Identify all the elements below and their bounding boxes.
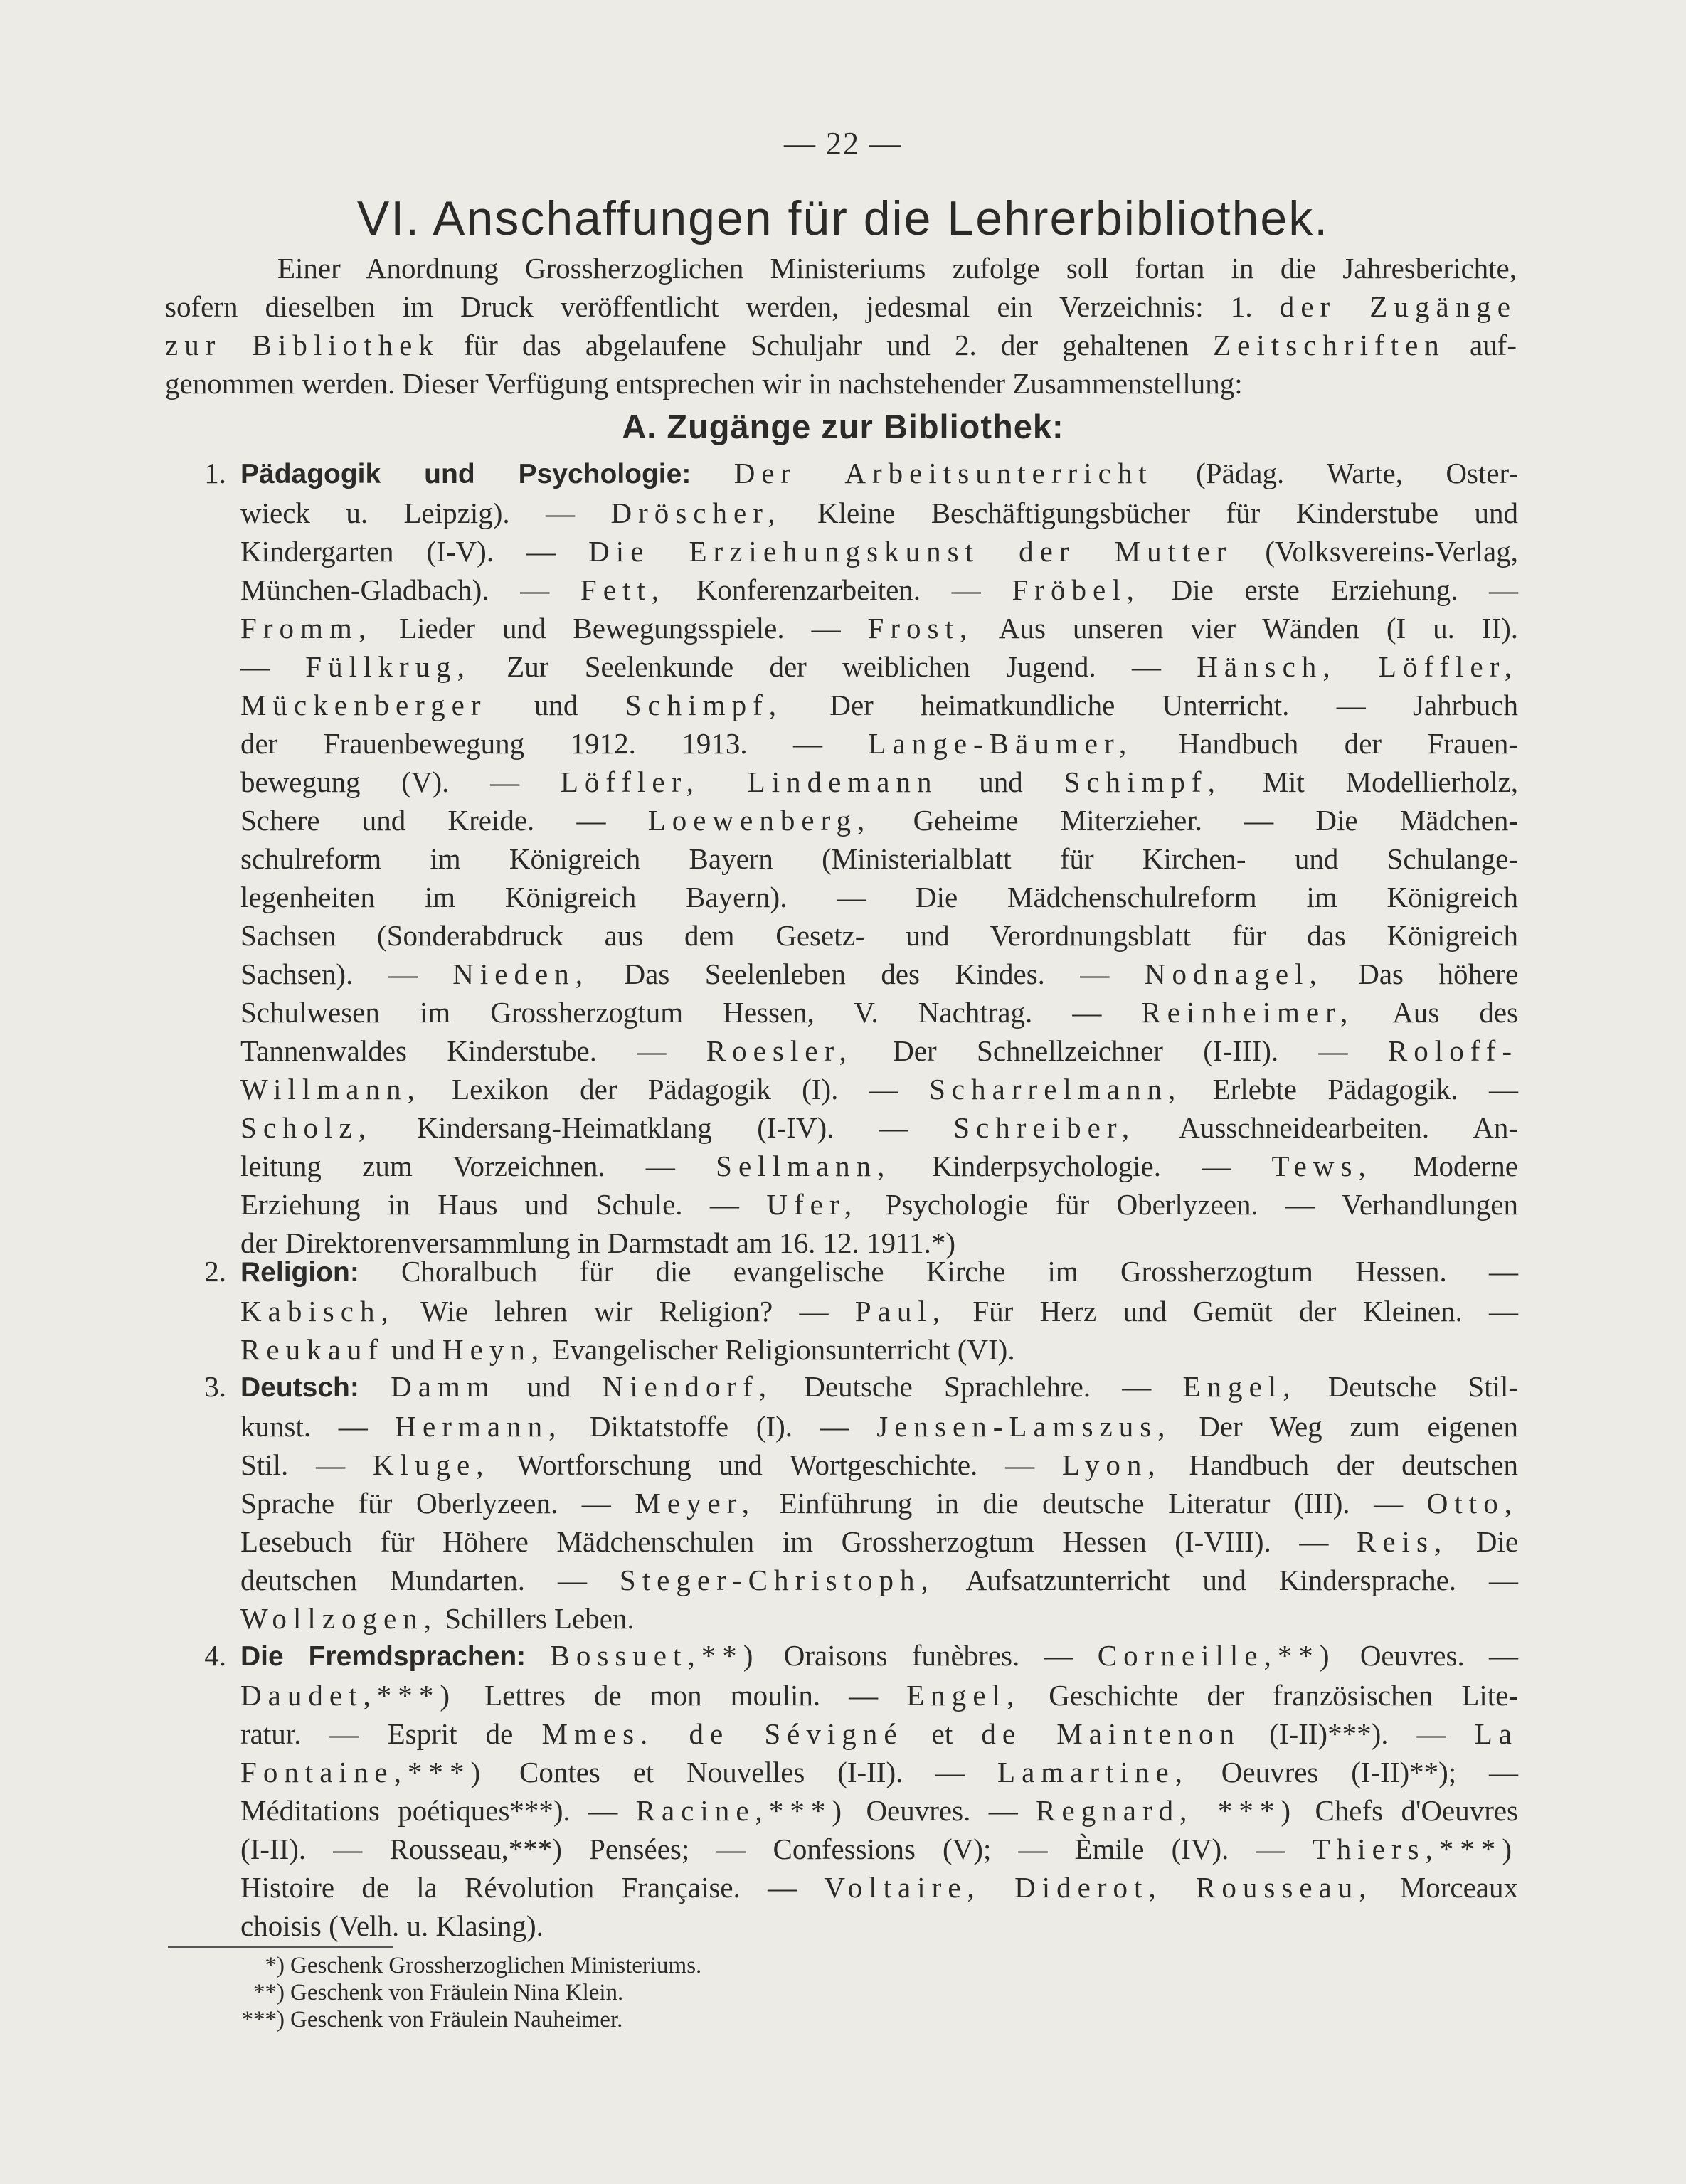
footnote [213,2006,701,2033]
section-line: kunst. — Hermann, Diktatstoffe (I). — Jensen-Lamszus, Der Weg zum eigenen [240,1410,1519,1443]
section-title: VI. Anschaffungen für die Lehrerbibliothek. [356,191,1330,245]
section-line: Tannenwaldes Kinderstube. — Roesler, Der Schnellzeichner (I-III). — Roloff- [240,1034,1519,1067]
page-number: — 22 — [784,126,902,161]
section-line: deutschen Mundarten. — Steger-Christoph, Aufsatzunterricht und Kindersprache. — [240,1564,1518,1596]
intro-line: Einer Anordnung Grossherzoglichen Ministeriums zufolge soll fortan in die Jahresberichte, [277,252,1517,285]
section-line: legenheiten im Königreich Bayern). — Die Mädchenschulreform im Königreich [240,881,1518,913]
section-line: der Frauenbewegung 1912. 1913. — Lange-Bäumer, Handbuch der Frauen- [240,727,1519,760]
section-deutsch [204,1367,1519,1638]
section-line: Sachsen). — Nieden, Das Seelenleben des Kindes. — Nodnagel, Das höhere [240,958,1519,990]
footnote [213,1979,701,2006]
footnote-text: Geschenk von Fräulein Nauheimer. [290,2007,623,2032]
section-line: ratur. — Esprit de Mmes. de Sévigné et de Maintenon (I-II)***). — La [240,1717,1518,1750]
footnote-text: Geschenk Grossherzoglichen Ministeriums. [290,1953,702,1978]
footnote-text: Geschenk von Fräulein Nina Klein. [290,1980,624,2005]
section-line: Schere und Kreide. — Loewenberg, Geheime Miterzieher. — Die Mädchen- [240,804,1519,837]
footnotes [213,1952,701,2033]
section-paedagogik [204,454,1519,1262]
footnote-mark: **) [253,1980,285,2005]
footnote-mark: *) [265,1953,285,1978]
section-line: Kabisch, Wie lehren wir Religion? — Paul, Für Herz und Gemüt der Kleinen. — [240,1295,1519,1327]
section-line: — Füllkrug, Zur Seelenkunde der weiblichen Jugend. — Hänsch, Löffler, [240,650,1519,683]
section-number: 3. [204,1370,226,1403]
section-line: Schulwesen im Grossherzogtum Hessen, V. Nachtrag. — Reinheimer, Aus des [240,996,1518,1029]
section-line: Die Fremdsprachen: Bossuet,**) Oraisons funèbres. — Corneille,**) Oeuvres. — [240,1639,1518,1672]
section-line: Sachsen (Sonderabdruck aus dem Gesetz- und Verordnungsblatt für das Königreich [240,919,1518,952]
section-line: Stil. — Kluge, Wortforschung und Wortgeschichte. — Lyon, Handbuch der deutschen [240,1448,1519,1481]
section-line: Histoire de la Révolution Française. — Voltaire, Diderot, Rousseau, Morceaux [240,1871,1518,1904]
section-line: leitung zum Vorzeichnen. — Sellmann, Kinderpsychologie. — Tews, Moderne [240,1150,1518,1182]
section-line: Pädagogik und Psychologie: Der Arbeitsunterricht (Pädag. Warte, Oster- [240,457,1519,489]
section-number: 4. [204,1639,226,1672]
section-line: Kindergarten (I-V). — Die Erziehungskunst der Mutter (Volksvereins-Verlag, [240,535,1518,568]
footnote [213,1952,701,1979]
section-heading: Pädagogik und Psychologie: [240,459,691,489]
section-line: Lesebuch für Höhere Mädchenschulen im Grossherzogtum Hessen (I-VIII). — Reis, Die [240,1525,1519,1558]
footnote-mark: ***) [241,2007,285,2032]
section-line: Wollzogen, Schillers Leben. [240,1602,635,1635]
section-line: Willmann, Lexikon der Pädagogik (I). — Scharrelmann, Erlebte Pädagogik. — [240,1073,1519,1106]
section-line: der Direktorenversammlung in Darmstadt am 16. 12. 1911.*) [240,1226,956,1259]
section-religion [204,1252,1519,1369]
intro-line: zur Bibliothek für das abgelaufene Schuljahr und 2. der gehaltenen Zeitschriften auf- [165,329,1517,361]
section-line: Daudet,***) Lettres de mon moulin. — Engel, Geschichte der französischen Lite- [240,1679,1519,1712]
section-line: choisis (Velh. u. Klasing). [240,1909,544,1942]
subheading: A. Zugänge zur Bibliothek: [622,408,1064,445]
section-heading: Religion: [240,1257,359,1288]
section-line: Fromm, Lieder und Bewegungsspiele. — Frost, Aus unseren vier Wänden (I u. II). [240,612,1519,645]
section-line: Reukauf und Heyn, Evangelischer Religionsunterricht (VI). [240,1333,1015,1366]
section-line: Religion: Choralbuch für die evangelische Kirche im Grossherzogtum Hessen. — [240,1255,1518,1288]
section-line: Erziehung in Haus und Schule. — Ufer, Psychologie für Oberlyzeen. — Verhandlungen [240,1188,1519,1221]
footnote-divider [168,1946,393,1948]
section-line: München-Gladbach). — Fett, Konferenzarbeiten. — Fröbel, Die erste Erziehung. — [240,573,1519,606]
section-line: Fontaine,***) Contes et Nouvelles (I-II). — Lamartine, Oeuvres (I-II)**); — [240,1756,1518,1788]
section-line: Méditations poétiques***). — Racine,***) Oeuvres. — Regnard, ***) Chefs d'Oeuvres [240,1794,1518,1827]
section-line: Mückenberger und Schimpf, Der heimatkundliche Unterricht. — Jahrbuch [240,689,1519,721]
section-line: schulreform im Königreich Bayern (Ministerialblatt für Kirchen- und Schulange- [240,842,1518,875]
section-number: 2. [204,1255,226,1288]
section-line: wieck u. Leipzig). — Dröscher, Kleine Beschäftigungsbücher für Kinderstube und [240,497,1519,529]
section-line: Deutsch: Damm und Niendorf, Deutsche Sprachlehre. — Engel, Deutsche Stil- [240,1370,1519,1403]
section-heading: Die Fremdsprachen: [240,1641,526,1672]
section-line: Sprache für Oberlyzeen. — Meyer, Einführung in die deutsche Literatur (III). — Otto, [240,1487,1519,1520]
intro-line: genommen werden. Dieser Verfügung entsprechen wir in nachstehender Zusammenstellung: [165,367,1243,400]
section-number: 1. [204,457,226,489]
section-line: bewegung (V). — Löffler, Lindemann und Schimpf, Mit Modellierholz, [240,765,1519,798]
intro-paragraph [165,249,1517,403]
intro-line: sofern dieselben im Druck veröffentlicht werden, jedesmal ein Verzeichnis: 1. der Zugänge [165,290,1517,323]
section-line: Scholz, Kindersang-Heimatklang (I-IV). — Schreiber, Ausschneidearbeiten. An- [240,1111,1518,1144]
section-fremdsprachen [204,1636,1519,1945]
section-line: (I-II). — Rousseau,***) Pensées; — Confessions (V); — Èmile (IV). — Thiers,***) [240,1833,1518,1865]
section-heading: Deutsch: [240,1372,359,1403]
